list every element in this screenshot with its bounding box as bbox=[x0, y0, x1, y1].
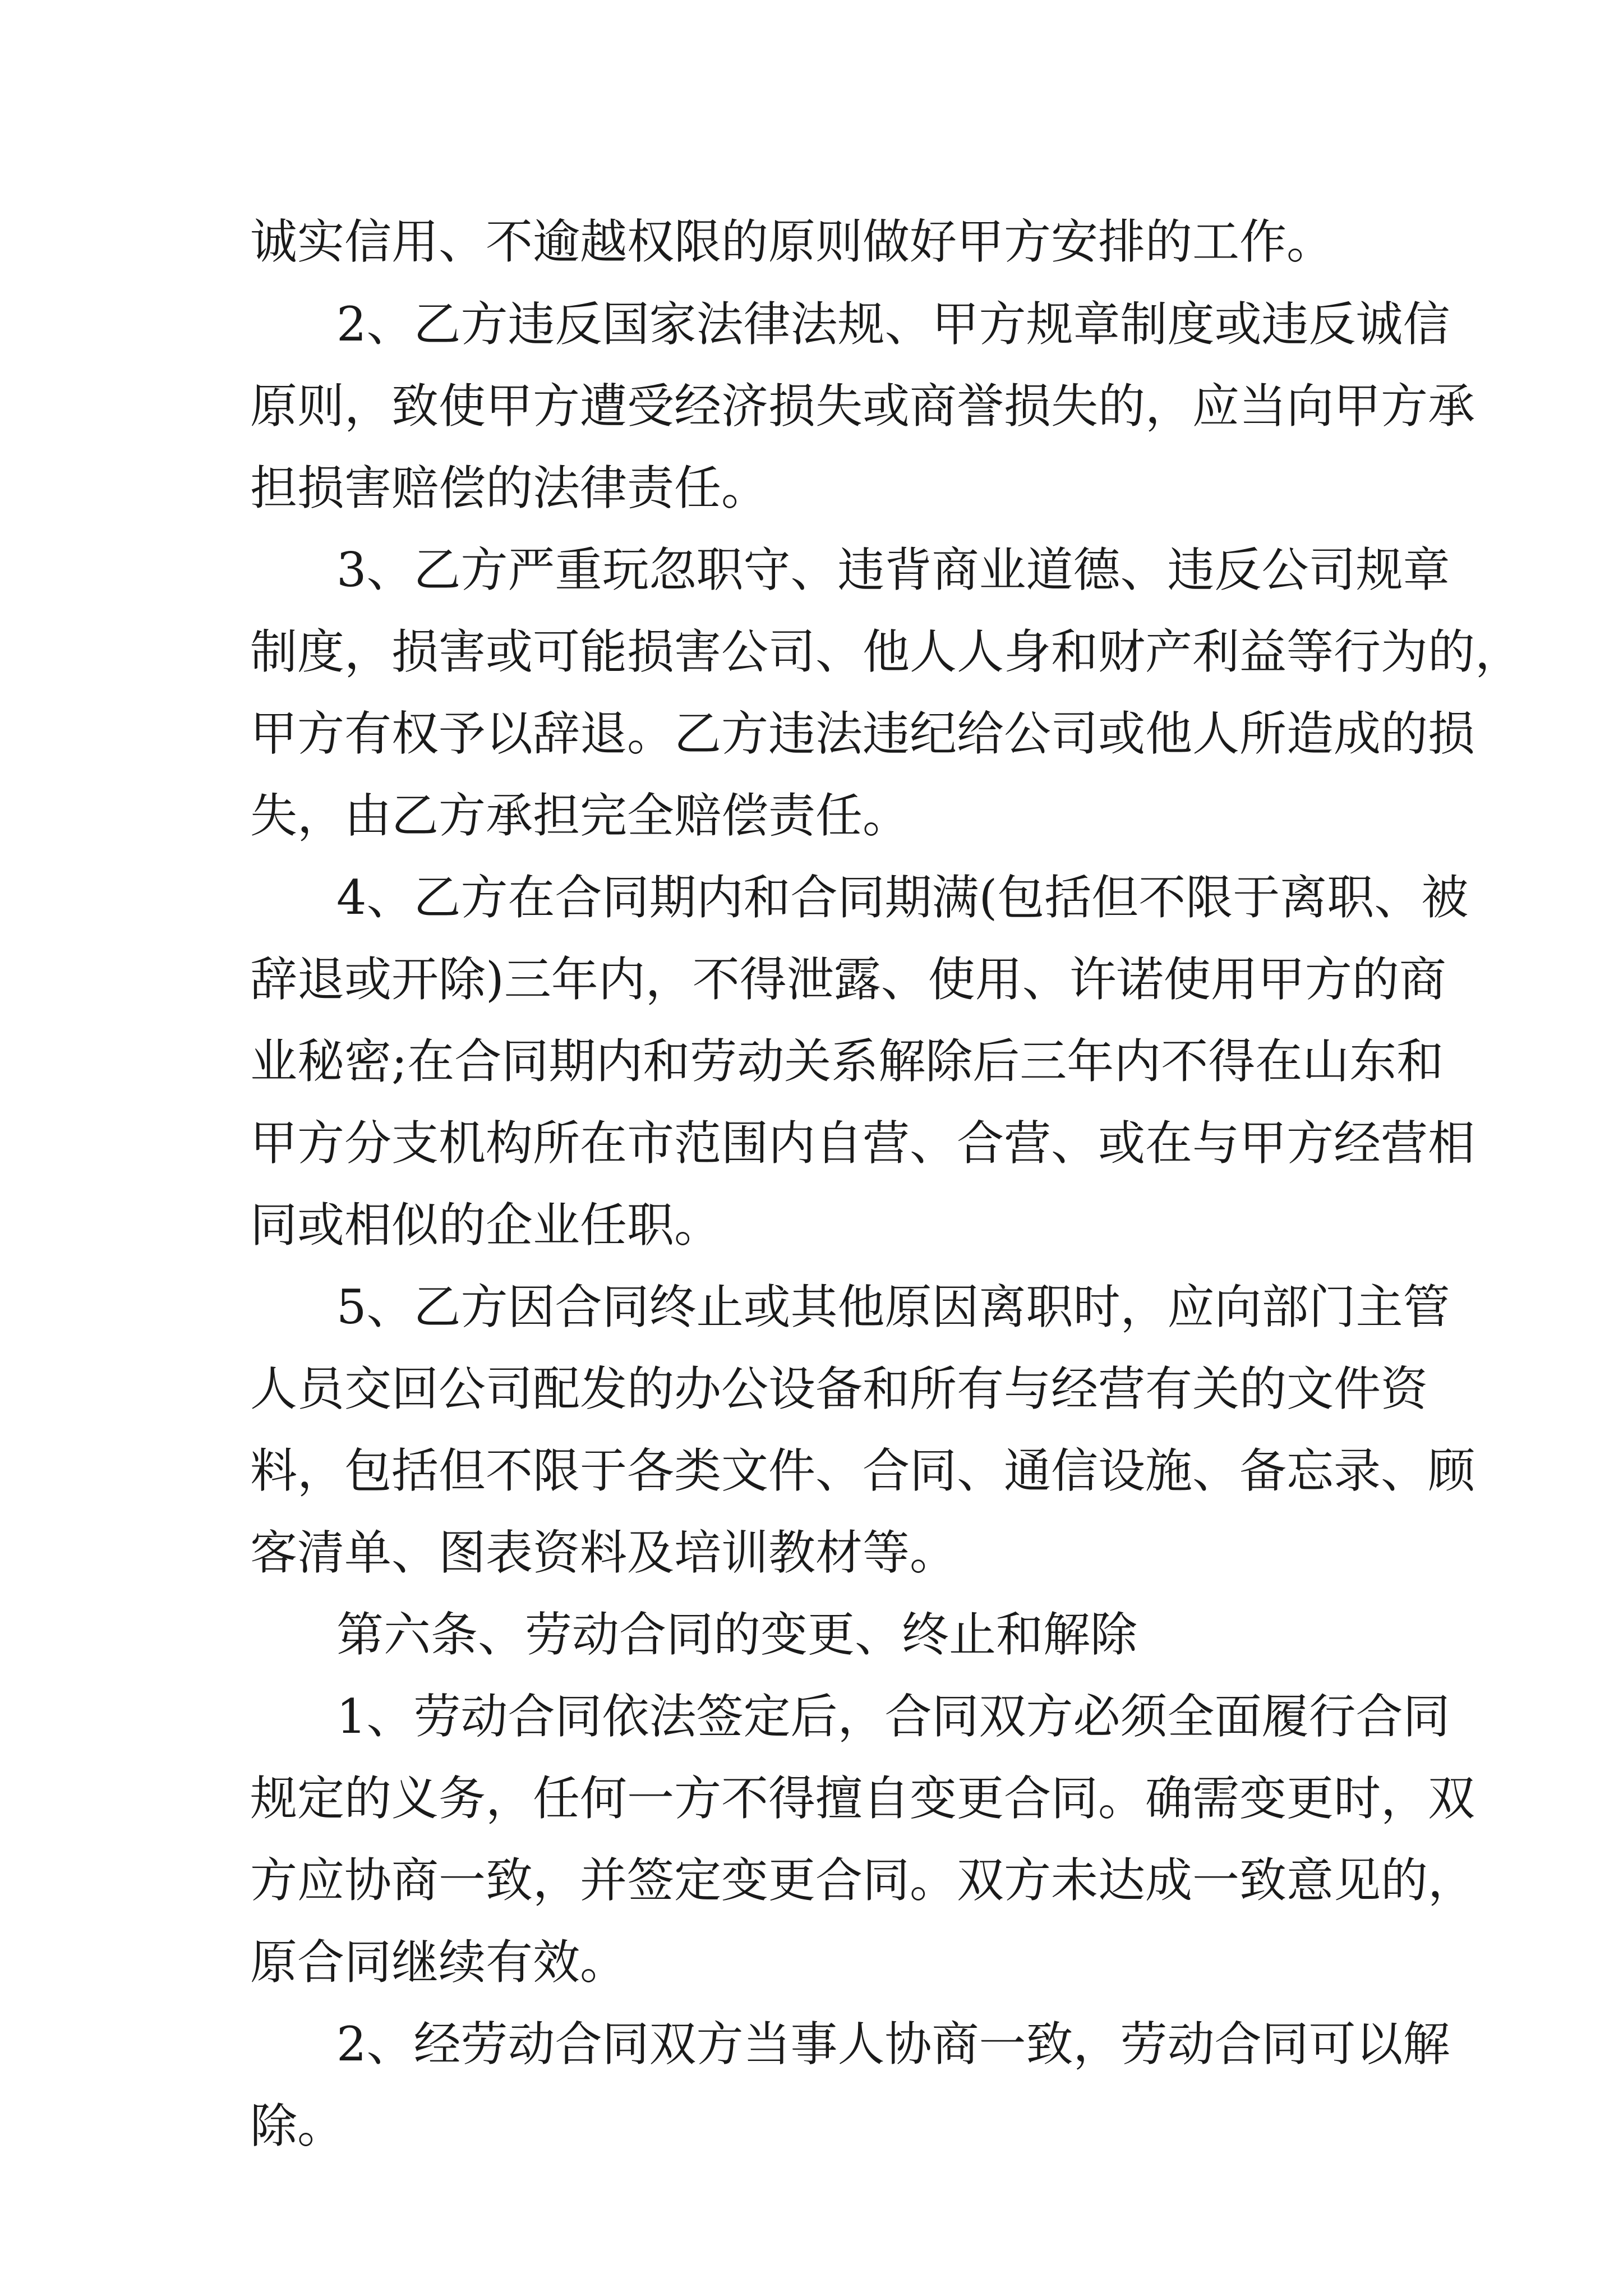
text-line: 辞退或开除)三年内，不得泄露、使用、许诺使用甲方的商 bbox=[250, 952, 1446, 1007]
paragraph-first-line: 3、乙方严重玩忽职守、违背商业道德、违反公司规章 bbox=[336, 542, 1450, 597]
text-line: 甲方有权予以辞退。乙方违法违纪给公司或他人所造成的损 bbox=[250, 706, 1476, 761]
paragraph-first-line: 4、乙方在合同期内和合同期满(包括但不限于离职、被 bbox=[336, 870, 1469, 925]
text-line: 料，包括但不限于各类文件、合同、通信设施、备忘录、顾 bbox=[250, 1443, 1476, 1498]
text-line: 客清单、图表资料及培训教材等。 bbox=[250, 1525, 957, 1580]
text-line: 人员交回公司配发的办公设备和所有与经营有关的文件资 bbox=[250, 1361, 1428, 1416]
paragraph-first-line: 2、乙方违反国家法律法规、甲方规章制度或违反诚信 bbox=[336, 297, 1450, 352]
text-line: 甲方分支机构所在市范围内自营、合营、或在与甲方经营相 bbox=[250, 1116, 1476, 1171]
text-line: 同或相似的企业任职。 bbox=[250, 1198, 722, 1253]
text-line: 失，由乙方承担完全赔偿责任。 bbox=[250, 788, 910, 843]
paragraph-first-line: 1、劳动合同依法签定后，合同双方必须全面履行合同 bbox=[336, 1689, 1450, 1744]
text-line: 业秘密;在合同期内和劳动关系解除后三年内不得在山东和 bbox=[250, 1034, 1444, 1089]
paragraph-first-line: 2、经劳动合同双方当事人协商一致，劳动合同可以解 bbox=[336, 2017, 1450, 2072]
text-line: 制度，损害或可能损害公司、他人人身和财产利益等行为的， bbox=[250, 624, 1523, 679]
text-line: 规定的义务，任何一方不得擅自变更合同。确需变更时，双 bbox=[250, 1771, 1476, 1826]
text-line: 诚实信用、不逾越权限的原则做好甲方安排的工作。 bbox=[250, 214, 1334, 269]
paragraph-first-line: 5、乙方因合同终止或其他原因离职时，应向部门主管 bbox=[336, 1280, 1450, 1335]
text-line: 原合同继续有效。 bbox=[250, 1935, 628, 1990]
text-line: 担损害赔偿的法律责任。 bbox=[250, 461, 769, 516]
text-line: 方应协商一致，并签定变更合同。双方未达成一致意见的， bbox=[250, 1853, 1476, 1908]
text-line: 原则，致使甲方遭受经济损失或商誉损失的，应当向甲方承 bbox=[250, 379, 1476, 434]
text-line: 除。 bbox=[250, 2099, 345, 2154]
section-heading: 第六条、劳动合同的变更、终止和解除 bbox=[336, 1607, 1138, 1662]
